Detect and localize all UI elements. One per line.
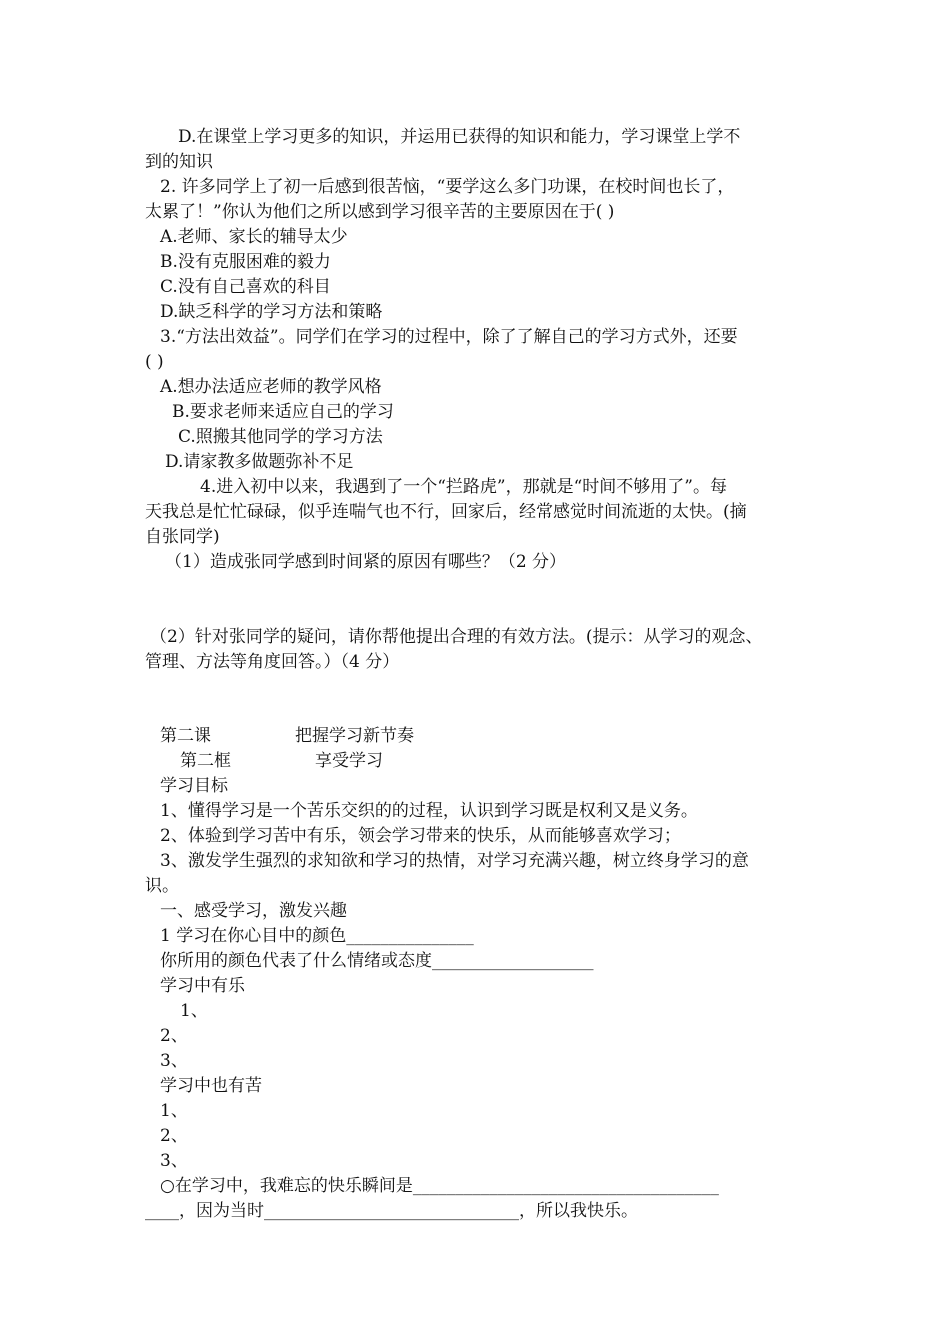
q3-option-b: B.要求老师来适应自己的学习 xyxy=(172,402,394,422)
q4-sub1: （1）造成张同学感到时间紧的原因有哪些？（2 分） xyxy=(165,552,567,572)
bitter-item-1: 1、 xyxy=(160,1101,188,1121)
frame-title: 享受学习 xyxy=(315,751,383,771)
joy-item-2: 2、 xyxy=(160,1026,188,1046)
q1-option-d-line2: 到的知识 xyxy=(145,152,213,172)
q4-stem-line1: 4.进入初中以来，我遇到了一个“拦路虎”，那就是“时间不够用了”。每 xyxy=(200,477,727,497)
q2-stem-line1: 2. 许多同学上了初一后感到很苦恼，“要学这么多门功课，在校时间也长了， xyxy=(160,177,735,197)
bitter-item-2: 2、 xyxy=(160,1126,188,1146)
q3-option-a: A.想办法适应老师的教学风格 xyxy=(160,377,382,397)
q2-stem-line2: 太累了！”你认为他们之所以感到学习很辛苦的主要原因在于( ) xyxy=(145,202,615,222)
section-heading: 一、感受学习，激发兴趣 xyxy=(160,901,347,921)
q4-sub2-line1: （2）针对张同学的疑问，请你帮他提出合理的有效方法。(提示：从学习的观念、 xyxy=(150,627,763,647)
goal-2: 2、体验到学习苦中有乐，领会学习带来的快乐，从而能够喜欢学习； xyxy=(160,826,681,846)
happy-moment-line2: ____，因为当时______________________________，所以我快乐。 xyxy=(145,1201,638,1221)
mood-question: 你所用的颜色代表了什么情绪或态度___________________ xyxy=(160,951,594,971)
q3-option-d: D.请家教多做题弥补不足 xyxy=(165,452,354,472)
course-label: 第二课 xyxy=(160,726,211,746)
joy-item-3: 3、 xyxy=(160,1051,188,1071)
q4-stem-line3: 自张同学) xyxy=(145,527,220,547)
joy-item-1: 1、 xyxy=(180,1001,208,1021)
course-title: 把握学习新节奏 xyxy=(295,726,414,746)
q3-stem-line1: 3.“方法出效益”。同学们在学习的过程中，除了了解自己的学习方式外，还要 xyxy=(160,327,738,347)
q4-sub2-line2: 管理、方法等角度回答。）（4 分） xyxy=(145,652,400,672)
q2-option-d: D.缺乏科学的学习方法和策略 xyxy=(160,302,383,322)
goal-3-line2: 识。 xyxy=(145,876,179,896)
bitter-heading: 学习中也有苦 xyxy=(160,1076,262,1096)
q3-option-c: C.照搬其他同学的学习方法 xyxy=(178,427,383,447)
q3-stem-line2: ( ) xyxy=(145,352,164,372)
color-question: 1 学习在你心目中的颜色_______________ xyxy=(160,926,474,946)
q4-stem-line2: 天我总是忙忙碌碌，似乎连喘气也不行，回家后，经常感觉时间流逝的太快。(摘 xyxy=(145,502,747,522)
q1-option-d-line1: D.在课堂上学习更多的知识，并运用已获得的知识和能力，学习课堂上学不 xyxy=(178,127,741,147)
goal-1: 1、懂得学习是一个苦乐交织的的过程，认识到学习既是权利又是义务。 xyxy=(160,801,698,821)
happy-moment-line1: ○在学习中，我难忘的快乐瞬间是____________________________________ xyxy=(160,1176,719,1196)
q2-option-c: C.没有自己喜欢的科目 xyxy=(160,277,331,297)
q2-option-a: A.老师、家长的辅导太少 xyxy=(160,227,348,247)
goal-3-line1: 3、激发学生强烈的求知欲和学习的热情，对学习充满兴趣，树立终身学习的意 xyxy=(160,851,749,871)
goals-heading: 学习目标 xyxy=(160,776,228,796)
q2-option-b: B.没有克服困难的毅力 xyxy=(160,252,331,272)
joy-heading: 学习中有乐 xyxy=(160,976,245,996)
frame-label: 第二框 xyxy=(180,751,231,771)
bitter-item-3: 3、 xyxy=(160,1151,188,1171)
